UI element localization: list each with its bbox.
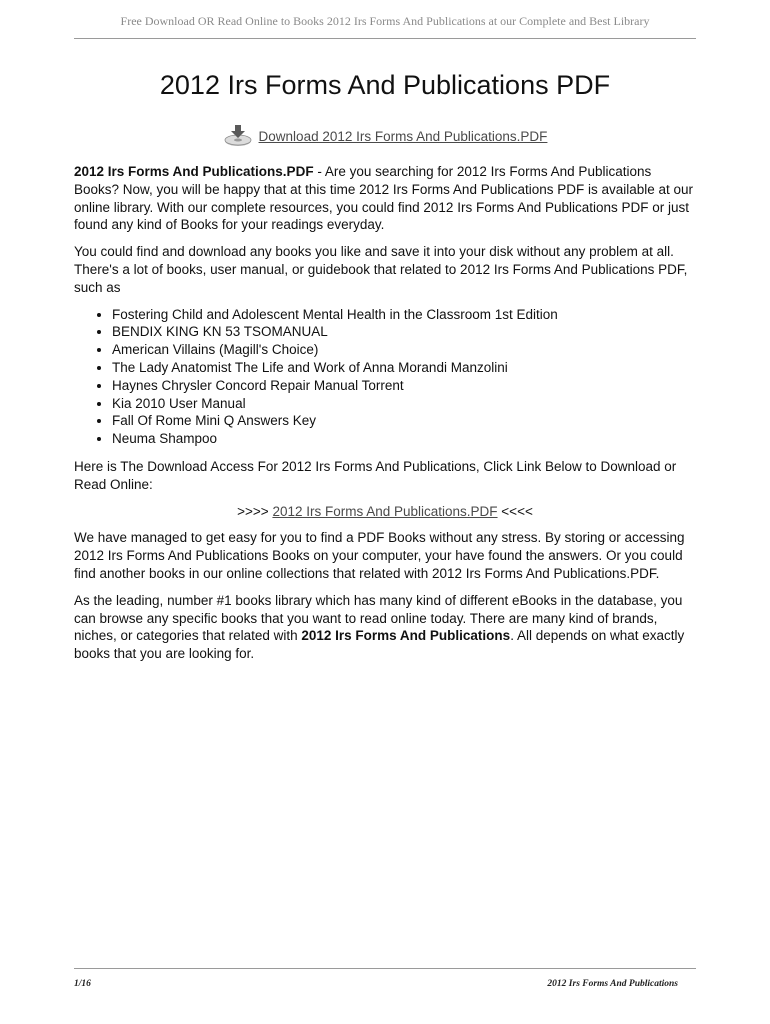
access-pdf-link[interactable]: 2012 Irs Forms And Publications.PDF	[272, 503, 498, 519]
access-prefix: >>>>	[237, 503, 273, 519]
paragraph5-before: As the leading, number #1 books library which has many kind of different eBooks in the database, you can browse any specific books that you want to read online today. There are many kind of brands, niches, or categories that related with	[74, 592, 683, 644]
book-list	[74, 306, 696, 448]
list-item: • American Villains (Magill's Choice)	[112, 341, 696, 359]
page-title: 2012 Irs Forms And Publications PDF	[159, 70, 611, 100]
paragraph-related-books: You could find and download any books you like and save it into your disk without any problem at all. There's a lot of books, user manual, or guidebook that related to 2012 Irs Forms And Publications PDF, such as	[74, 244, 688, 295]
list-item: • Haynes Chrysler Concord Repair Manual Torrent	[112, 377, 696, 395]
download-disk-icon[interactable]	[223, 124, 253, 148]
list-item: • Kia 2010 User Manual	[112, 395, 696, 413]
intro-paragraph	[74, 163, 696, 234]
main-content	[74, 163, 696, 672]
paragraph-easy-find: We have managed to get easy for you to find a PDF Books without any stress. By storing or accessing 2012 Irs Forms And Publications Books on your computer, your have found the answers. Or you could find another books in our online collections that related with 2012 Irs Forms And Publications.PDF.	[74, 530, 685, 581]
list-item: • Fostering Child and Adolescent Mental Health in the Classroom 1st Edition	[112, 306, 696, 324]
intro-bold-title: 2012 Irs Forms And Publications.PDF	[74, 164, 314, 179]
header-divider	[74, 38, 696, 39]
list-item: • The Lady Anatomist The Life and Work of Anna Morandi Manzolini	[112, 359, 696, 377]
access-suffix: <<<<	[497, 503, 533, 519]
download-pdf-link[interactable]: Download 2012 Irs Forms And Publications.PDF	[258, 128, 548, 144]
paragraph5-after: . All depends on what exactly books that you are looking for.	[74, 628, 685, 662]
footer-divider	[74, 968, 696, 969]
access-link-line	[74, 503, 696, 521]
page-header: Free Download OR Read Online to Books 2012 Irs Forms And Publications at our Complete and Best Library	[120, 14, 650, 28]
paragraph-leading-library	[74, 592, 696, 663]
download-row	[74, 124, 696, 148]
page-number: 1/16	[74, 979, 91, 989]
list-item: • Neuma Shampoo	[112, 430, 696, 448]
list-item: • Fall Of Rome Mini Q Answers Key	[112, 412, 696, 430]
list-item: • BENDIX KING KN 53 TSOMANUAL	[112, 323, 696, 341]
footer-title: 2012 Irs Forms And Publications	[547, 979, 678, 989]
paragraph-download-access: Here is The Download Access For 2012 Irs Forms And Publications, Click Link Below to Download or Read Online:	[74, 458, 677, 492]
intro-text: - Are you searching for 2012 Irs Forms And Publications Books? Now, you will be happy that at this time 2012 Irs Forms And Publications PDF is available at our online library. With our complete resources, you could find 2012 Irs Forms And Publications PDF or just found any kind of Books for your readings everyday.	[74, 164, 694, 233]
paragraph5-bold: 2012 Irs Forms And Publications	[301, 628, 511, 644]
